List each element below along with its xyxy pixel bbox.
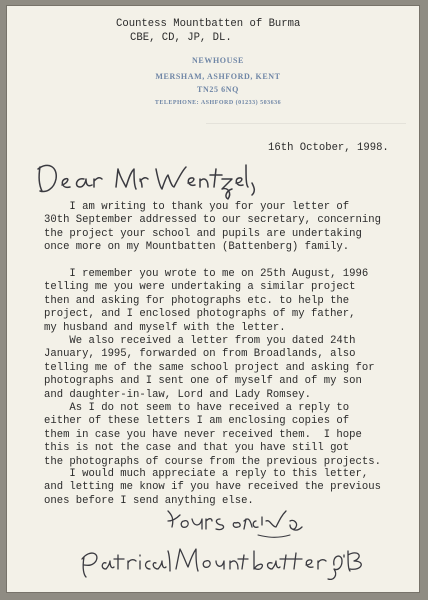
address-line-telephone: TELEPHONE: ASHFORD (01233) 503636: [154, 100, 282, 106]
p3-line-2: January, 1995, forwarded on from Broadlands, also: [44, 348, 356, 361]
address-line-house: NEWHOUSE: [192, 56, 244, 65]
p2-line-2: telling me you were undertaking a similar project: [44, 281, 356, 294]
p5-line-2: and letting me know if you have received the previous: [44, 481, 381, 494]
paragraph-5: [44, 468, 381, 508]
p1-line-4: once more on my Mountbatten (Battenberg) family.: [44, 241, 350, 254]
letter-date: 16th October, 1998.: [268, 142, 389, 154]
p3-line-3: telling me of the same school project and asking for: [44, 361, 375, 374]
p1-line-1: I am writing to thank you for your letter of: [44, 201, 350, 213]
p2-line-4: project, and I enclosed photographs of my father,: [44, 308, 356, 321]
paragraph-3: [44, 335, 375, 402]
letter-sheet: [6, 5, 420, 593]
p3-line-5: and daughter-in-law, Lord and Lady Romsey.: [44, 388, 312, 401]
p5-line-1: I would much appreciate a reply to this letter,: [44, 468, 369, 480]
paragraph-2: [44, 268, 368, 335]
p3-line-4: photographs and I sent one of myself and of my son: [44, 375, 362, 388]
letterhead-titles: CBE, CD, JP, DL.: [130, 32, 232, 44]
paragraph-1: [44, 201, 381, 255]
p2-line-1: I remember you wrote to me on 25th August, 1996: [44, 268, 369, 280]
p4-line-2: either of these letters I am enclosing copies of: [44, 415, 350, 428]
address-line-postcode: TN25 6NQ: [197, 85, 239, 94]
p4-line-1: As I do not seem to have received a reply to: [44, 402, 350, 414]
p2-line-5: my husband and myself with the letter.: [44, 321, 286, 334]
p1-line-2: 30th September addressed to our secretary, concerning: [44, 214, 381, 227]
letterhead-name: Countess Mountbatten of Burma: [116, 18, 301, 30]
p1-line-3: the project your school and pupils are undertaking: [44, 227, 362, 240]
p4-line-3: them in case you have never received them. I hope: [44, 428, 362, 441]
address-line-town: MERSHAM, ASHFORD, KENT: [155, 72, 281, 81]
handwritten-salutation: [32, 153, 272, 201]
paragraph-4: [44, 402, 381, 469]
p4-line-4: this is not the case and that you have still got: [44, 442, 350, 455]
p2-line-3: then and asking for photographs etc. to help the: [44, 294, 350, 307]
handwritten-signature: [76, 505, 366, 585]
p5-line-3: ones before I send anything else.: [44, 494, 254, 507]
bleed-through-mark: [206, 123, 406, 124]
p4-line-5: the photographs of course from the previous projects.: [44, 455, 381, 468]
p3-line-1: We also received a letter from you dated 24th: [44, 335, 356, 347]
